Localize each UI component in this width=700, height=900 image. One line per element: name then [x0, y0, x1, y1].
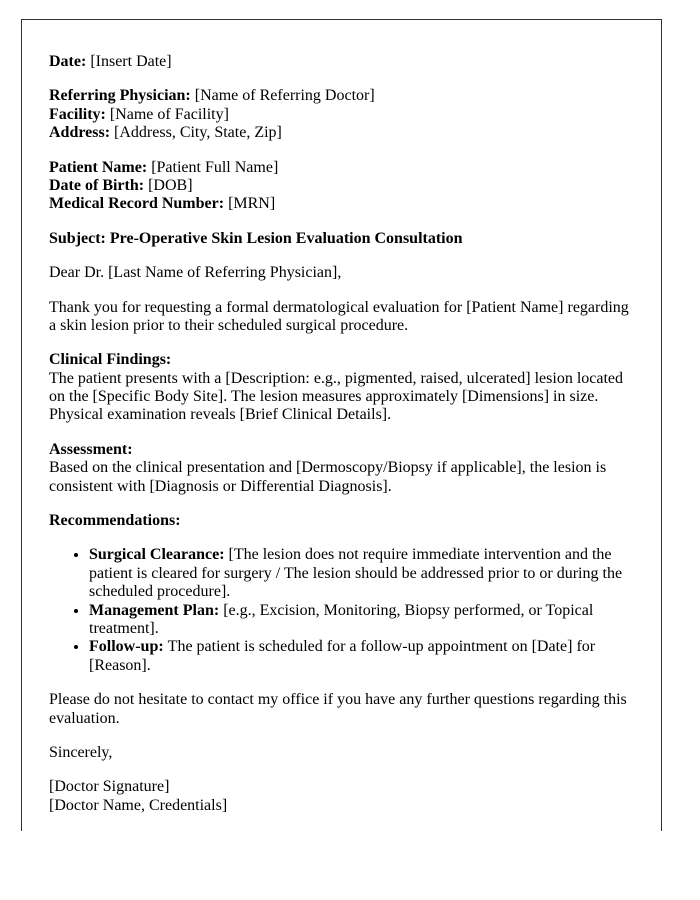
- patient-block: [49, 159, 633, 214]
- subject-line: Subject: Pre-Operative Skin Lesion Evaluation Consultation: [49, 229, 463, 247]
- recommendation-item-management-plan: [89, 602, 633, 639]
- field-mrn-value: [MRN]: [228, 195, 276, 213]
- assessment-section: [49, 441, 633, 496]
- field-address-label: Address:: [49, 124, 111, 142]
- signature-name-credentials: [Doctor Name, Credentials]: [49, 796, 228, 814]
- intro-paragraph: Thank you for requesting a formal dermatological evaluation for [Patient Name] regarding a skin lesion prior to their scheduled surgical procedure.: [49, 298, 629, 334]
- assessment-heading: Assessment:: [49, 440, 133, 458]
- field-referring-physician-label: Referring Physician:: [49, 87, 191, 105]
- recommendation-follow-up-label: Follow-up:: [89, 638, 164, 656]
- field-mrn: [49, 195, 633, 213]
- field-patient-name-label: Patient Name:: [49, 158, 148, 176]
- signoff: Sincerely,: [49, 743, 113, 761]
- field-date-label: Date:: [49, 53, 87, 70]
- referrer-block: [49, 87, 633, 142]
- field-facility: [49, 106, 633, 124]
- field-address-value: [Address, City, State, Zip]: [114, 124, 282, 142]
- recommendation-item-surgical-clearance: [89, 546, 633, 601]
- date-block: [49, 53, 633, 71]
- field-date-of-birth-label: Date of Birth:: [49, 176, 145, 194]
- recommendation-follow-up-text: The patient is scheduled for a follow-up appointment on [Date] for [Reason].: [89, 638, 596, 674]
- field-patient-name-value: [Patient Full Name]: [151, 158, 279, 176]
- closing-paragraph: Please do not hesitate to contact my office if you have any further questions regarding this evaluation.: [49, 691, 627, 727]
- field-facility-value: [Name of Facility]: [109, 105, 229, 123]
- recommendation-item-follow-up: [89, 638, 633, 675]
- recommendation-management-plan-text: [e.g., Excision, Monitoring, Biopsy performed, or Topical treatment].: [89, 601, 594, 637]
- field-facility-label: Facility:: [49, 105, 106, 123]
- field-date-of-birth: [49, 177, 633, 195]
- recommendations-list: [49, 546, 633, 675]
- field-mrn-label: Medical Record Number:: [49, 195, 225, 213]
- recommendation-surgical-clearance-label: Surgical Clearance:: [89, 546, 225, 564]
- field-date: [49, 53, 633, 71]
- field-date-of-birth-value: [DOB]: [148, 176, 193, 194]
- clinical-findings-heading: Clinical Findings:: [49, 351, 172, 369]
- clinical-findings-body: The patient presents with a [Description: e.g., pigmented, raised, ulcerated] lesion located on the [Specific Body Site]. The lesion measures approximately [Dimensions] in size. Physical examination reveals [Brief Clinical Details].: [49, 369, 624, 424]
- recommendation-management-plan-label: Management Plan:: [89, 601, 220, 619]
- signature-line: [Doctor Signature]: [49, 778, 170, 796]
- letter-document: [21, 19, 662, 831]
- recommendation-surgical-clearance-text: [The lesion does not require immediate intervention and the patient is cleared for surgery / The lesion should be addressed prior to or during the scheduled procedure].: [89, 546, 623, 601]
- signature-block: [49, 778, 633, 815]
- field-patient-name: [49, 159, 633, 177]
- assessment-body: Based on the clinical presentation and [Dermoscopy/Biopsy if applicable], the lesion is consistent with [Diagnosis or Differential Diagnosis].: [49, 459, 607, 495]
- field-referring-physician: [49, 87, 633, 105]
- field-address: [49, 124, 633, 142]
- salutation: Dear Dr. [Last Name of Referring Physician],: [49, 264, 342, 282]
- recommendations-heading-block: [49, 512, 633, 530]
- recommendations-heading: Recommendations:: [49, 512, 181, 530]
- field-referring-physician-value: [Name of Referring Doctor]: [194, 87, 375, 105]
- clinical-findings-section: [49, 351, 633, 425]
- field-date-value: [Insert Date]: [90, 53, 172, 70]
